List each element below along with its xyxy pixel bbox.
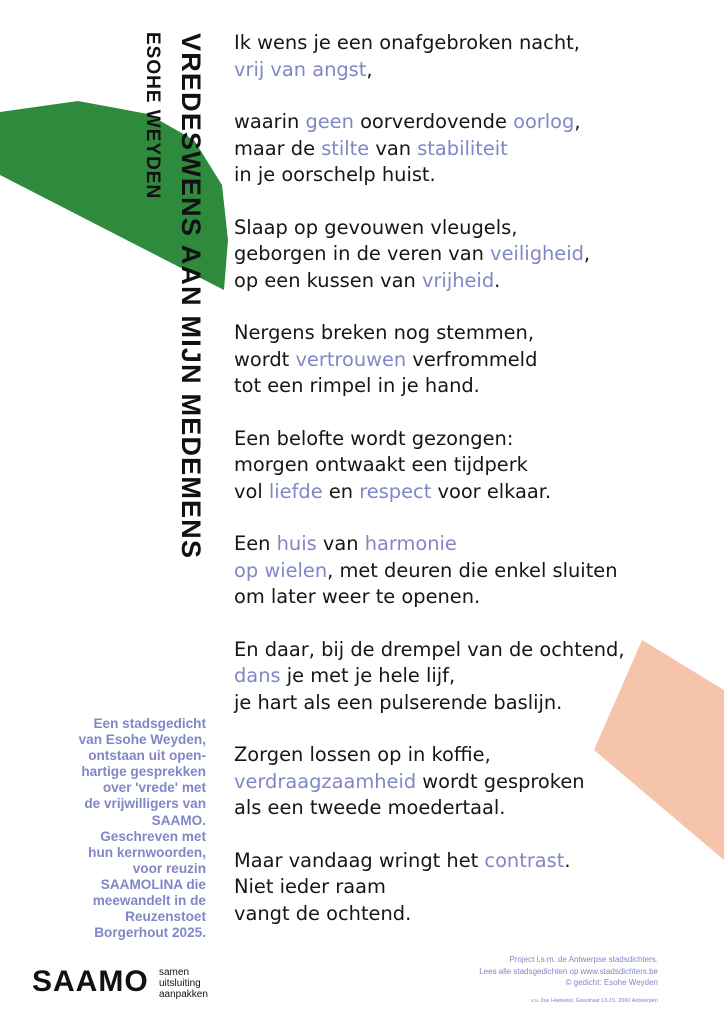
poem-line (234, 795, 704, 822)
poem-line (234, 690, 704, 717)
saamo-logo: SAAMO (32, 965, 149, 998)
intro-line: de vrijwilligers van (84, 796, 206, 812)
poem-text: geborgen in de veren van (234, 242, 491, 265)
highlighted-word: respect (359, 479, 432, 503)
poem-line (234, 479, 704, 506)
intro-line: Een stadsgedicht (93, 716, 206, 731)
credits-line: Project i.s.m. de Antwerpse stadsdichters. (509, 955, 658, 964)
poem-text: wordt gesproken (416, 769, 585, 793)
logo-tagline-line: uitsluiting (159, 978, 201, 989)
stanza (234, 848, 704, 928)
highlighted-word: dans (234, 664, 281, 687)
poem-line (234, 57, 704, 84)
poem-line (234, 742, 704, 769)
credits-line: Lees alle stadsgedichten op www.stadsdichters.be (479, 966, 658, 976)
poem-line (234, 584, 704, 611)
poem-text: , (574, 110, 581, 133)
highlighted-word: vrijheid (421, 268, 495, 292)
intro-line: meewandelt in de (92, 893, 206, 909)
poem-line (234, 373, 704, 400)
poem-text: van (316, 532, 365, 555)
intro-line: Geschreven met (100, 828, 206, 844)
poem-line (234, 241, 704, 268)
highlighted-word: geen (305, 110, 354, 133)
poem-text: waarin (234, 110, 306, 133)
poem-text: en (322, 479, 360, 503)
poem-text: je hart als een pulserende baslijn. (234, 690, 563, 714)
poem-text: morgen ontwaakt een tijdperk (234, 453, 528, 476)
highlighted-word: harmonie (364, 532, 457, 555)
intro-line: SAAMOLINA die (100, 876, 206, 892)
poem-line (234, 30, 704, 57)
poem-line (234, 663, 704, 690)
poem-text: , met deuren die enkel sluiten (327, 558, 618, 582)
credits-line: © gedicht: Esohe Weyden (565, 978, 658, 987)
poem-text: je met je hele lijf, (280, 664, 456, 687)
intro-line: van Esohe Weyden, (78, 732, 206, 748)
poem-line (234, 558, 704, 585)
intro-line: over 'vrede' met (102, 780, 206, 796)
poem-text: in je oorschelp huist. (234, 163, 436, 186)
stanza (234, 109, 704, 189)
highlighted-word: vertrouwen (295, 347, 407, 371)
poem-text: vol (234, 479, 269, 503)
intro-line: Borgerhout 2025. (94, 925, 206, 941)
poem-line (234, 347, 704, 374)
poem-text: oorverdovende (353, 110, 514, 133)
poem-line (234, 531, 704, 558)
poem-body (234, 30, 704, 953)
highlighted-word: stilte (321, 136, 370, 160)
poem-line (234, 109, 704, 136)
stanza (234, 30, 704, 83)
highlighted-word: op wielen (234, 558, 328, 582)
poem-line (234, 162, 704, 189)
intro-line: voor reuzin (132, 860, 206, 876)
intro-line: ontstaan uit open- (88, 748, 206, 764)
poem-text: voor elkaar. (431, 479, 552, 503)
poem-line (234, 426, 704, 453)
poem-text: . (564, 848, 571, 872)
poem-text: wordt (234, 347, 296, 371)
publisher-address: v.u. Ilse Haeketal, Gasstraat 13-15, 2060 Antwerpen (530, 998, 658, 1004)
poem-title: VREDESWENS AAN MIJN MEDEMENS (176, 33, 206, 560)
poem-text: om later weer te openen. (234, 585, 481, 608)
poem-line (234, 215, 704, 242)
highlighted-word: vrij van angst (234, 57, 367, 81)
poem-line (234, 874, 704, 901)
poem-line (234, 452, 704, 479)
intro-line: hartige gesprekken (81, 764, 206, 780)
highlighted-word: liefde (268, 479, 323, 503)
poem-text: En daar, bij de drempel van de ochtend, (234, 637, 625, 661)
poem-text: Ik wens je een onafgebroken nacht, (234, 31, 580, 54)
poem-text: tot een rimpel in je hand. (234, 374, 480, 397)
poem-author: ESOHE WEYDEN (142, 32, 163, 200)
poem-line (234, 901, 704, 928)
highlighted-word: contrast (484, 848, 565, 872)
highlighted-word: verdraagzaamheid (234, 769, 417, 793)
poem-text: Een belofte wordt gezongen: (234, 426, 514, 450)
logo-tagline (159, 967, 208, 1000)
stanza (234, 320, 704, 400)
poem-text: Zorgen lossen op in koffie, (234, 743, 491, 766)
highlighted-word: stabiliteit (417, 136, 508, 160)
poem-text: , (583, 242, 591, 265)
highlighted-word: huis (276, 532, 317, 555)
poem-text: van (369, 136, 418, 160)
poem-line (234, 637, 704, 664)
poem-text: op een kussen van (234, 268, 422, 292)
poem-line (234, 848, 704, 875)
poem-text: als een tweede moedertaal. (234, 796, 506, 819)
poem-line (234, 769, 704, 796)
stanza (234, 531, 704, 611)
stanza (234, 215, 704, 295)
intro-line: SAAMO. (151, 812, 206, 828)
intro-text (52, 716, 206, 941)
poem-text: , (366, 57, 373, 81)
intro-line: hun kernwoorden, (88, 844, 206, 860)
highlighted-word: veiligheid (490, 242, 584, 265)
poem-line (234, 136, 704, 163)
poem-text: Een (234, 532, 277, 555)
poem-text: . (494, 268, 501, 292)
poem-text: vangt de ochtend. (234, 901, 412, 925)
intro-line: Reuzenstoet (125, 909, 206, 925)
stanza (234, 637, 704, 717)
poem-text: verfrommeld (406, 347, 538, 371)
poem-line (234, 320, 704, 347)
poem-text: Niet ieder raam (234, 875, 386, 898)
logo-tagline-line: aanpakken (159, 989, 208, 1000)
stanza (234, 426, 704, 506)
poem-line (234, 268, 704, 295)
poem-text: maar de (234, 136, 322, 160)
stanza (234, 742, 704, 822)
highlighted-word: oorlog (513, 110, 575, 133)
poem-text: Maar vandaag wringt het (234, 848, 485, 872)
poem-text: Nergens breken nog stemmen, (234, 321, 534, 344)
poem-text: Slaap op gevouwen vleugels, (234, 215, 518, 239)
credits (479, 954, 658, 989)
logo-tagline-line: samen (159, 967, 190, 978)
